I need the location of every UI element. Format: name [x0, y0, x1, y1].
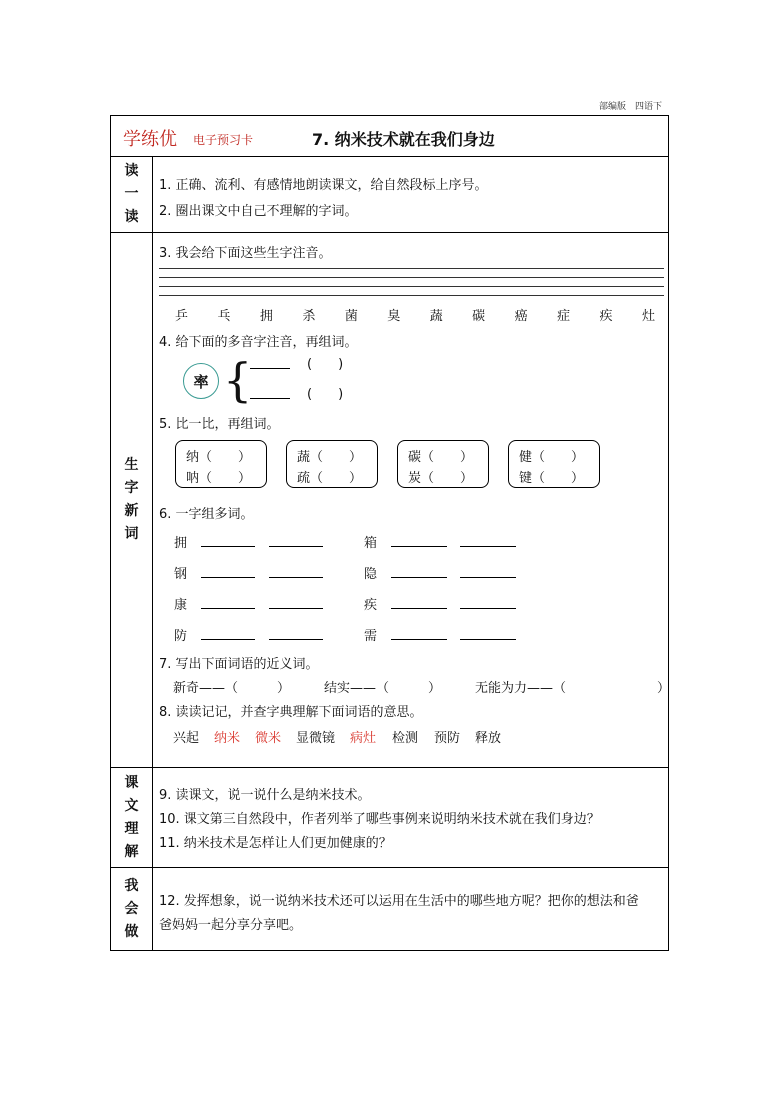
preview-card: [110, 115, 669, 951]
synonym-item: 新奇——（ ）: [173, 681, 291, 696]
q5-text: 5. 比一比，再组词。: [159, 417, 280, 432]
pinyin-char-list: [175, 305, 655, 324]
synonym-item: 结实——（ ）: [324, 681, 442, 696]
writing-line: [159, 268, 664, 269]
multi-char: 箱: [364, 536, 378, 551]
new-chars-section: [111, 233, 671, 768]
item-2: 2. 圈出课文中自己不理解的字词。: [159, 204, 358, 219]
answer-blank: [460, 608, 516, 609]
practice-label: 我 会 做: [111, 868, 153, 950]
item-11: 11. 纳米技术是怎样让人们更加健康的？: [159, 836, 392, 851]
synonym-item: 无能为力——（ ）: [475, 681, 671, 696]
char-item: 疾: [599, 309, 613, 324]
practice-section: [111, 868, 668, 950]
multi-char: 隐: [364, 567, 378, 582]
lesson-title: 7. 纳米技术就在我们身边: [312, 130, 495, 149]
item-9: 9. 读课文，说一说什么是纳米技术。: [159, 788, 371, 803]
char-item: 癌: [514, 309, 528, 324]
vocab-word-highlight: 微米: [255, 731, 282, 746]
writing-line: [159, 277, 664, 278]
read-label: 读 一 读: [111, 157, 153, 232]
header-row: [111, 116, 668, 157]
char-item: 杀: [302, 309, 316, 324]
char-item: 拥: [259, 309, 273, 324]
answer-blank: [460, 639, 516, 640]
understanding-label: 课 文 理 解: [111, 768, 153, 867]
char-item: 乓: [217, 309, 231, 324]
char-item: 碳: [472, 309, 486, 324]
item-1: 1. 正确、流利、有感情地朗读课文，给自然段标上序号。: [159, 178, 488, 193]
q4-text: 4. 给下面的多音字注音，再组词。: [159, 335, 358, 350]
char-item: 菌: [344, 309, 358, 324]
item-12-line-1: 12. 发挥想象，说一说纳米技术还可以运用在生活中的哪些地方呢？把你的想法和爸: [159, 894, 639, 909]
answer-blank: [269, 546, 323, 547]
compare-box: 纳（ ） 呐（ ）: [175, 440, 267, 488]
item-12-line-2: 爸妈妈一起分享分享吧。: [159, 918, 303, 933]
answer-blank: [201, 546, 255, 547]
answer-blank: [391, 546, 447, 547]
compare-box: 碳（ ） 炭（ ）: [397, 440, 489, 488]
multi-char: 疾: [364, 598, 378, 613]
multi-char: 钢: [174, 567, 188, 582]
compare-box: 蔬（ ） 疏（ ）: [286, 440, 378, 488]
multi-char: 需: [364, 629, 378, 644]
q8-text: 8. 读读记记，并查字典理解下面词语的意思。: [159, 705, 423, 720]
vocab-word: 释放: [475, 731, 502, 746]
q6-text: 6. 一字组多词。: [159, 507, 254, 522]
pinyin-paren: ( ): [307, 357, 344, 372]
char-item: 乒: [175, 309, 189, 324]
new-chars-label: 生 字 新 词: [111, 233, 153, 767]
char-item: 症: [557, 309, 571, 324]
multi-char: 拥: [174, 536, 188, 551]
vocab-word-highlight: 病灶: [350, 731, 377, 746]
understanding-section: [111, 768, 668, 868]
answer-blank: [391, 577, 447, 578]
poly-char-circle: 率: [183, 363, 219, 399]
answer-blank: [250, 398, 290, 399]
answer-blank: [201, 608, 255, 609]
char-item: 蔬: [429, 309, 443, 324]
answer-blank: [201, 639, 255, 640]
answer-blank: [201, 577, 255, 578]
compare-box: 健（ ） 键（ ）: [508, 440, 600, 488]
answer-blank: [460, 546, 516, 547]
char-item: 灶: [641, 309, 655, 324]
answer-blank: [460, 577, 516, 578]
vocab-word-highlight: 纳米: [214, 731, 241, 746]
vocab-word: 显微镜: [296, 731, 336, 746]
brace-icon: {: [223, 353, 253, 407]
answer-blank: [250, 368, 290, 369]
writing-line: [159, 286, 664, 287]
multi-char: 康: [174, 598, 188, 613]
answer-blank: [269, 577, 323, 578]
read-section: [111, 157, 668, 233]
vocab-word: 预防: [434, 731, 461, 746]
vocab-word: 兴起: [173, 731, 200, 746]
brand-subtitle: 电子预习卡: [193, 133, 254, 147]
answer-blank: [391, 639, 447, 640]
writing-line: [159, 295, 664, 296]
q3-text: 3. 我会给下面这些生字注音。: [159, 246, 332, 261]
edition-label: 部编版 四语下: [598, 102, 662, 112]
pinyin-paren: ( ): [307, 387, 344, 402]
vocab-word: 检测: [392, 731, 419, 746]
item-10: 10. 课文第三自然段中，作者列举了哪些事例来说明纳米技术就在我们身边？: [159, 812, 600, 827]
char-item: 臭: [387, 309, 401, 324]
brand-name: 学练优: [123, 129, 177, 150]
answer-blank: [391, 608, 447, 609]
answer-blank: [269, 608, 323, 609]
q7-text: 7. 写出下面词语的近义词。: [159, 657, 319, 672]
multi-char: 防: [174, 629, 188, 644]
answer-blank: [269, 639, 323, 640]
